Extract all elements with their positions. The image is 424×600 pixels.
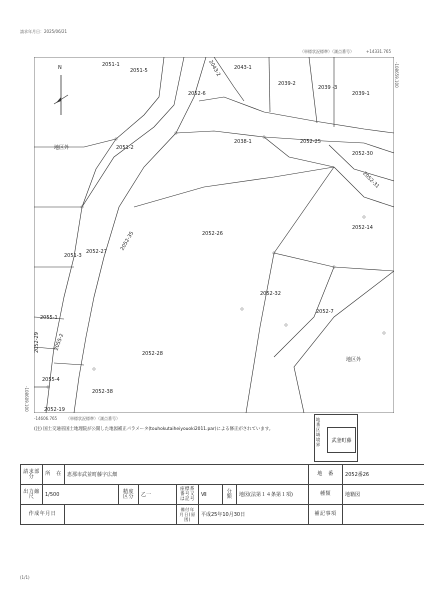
note-value — [343, 505, 424, 525]
lot-label: 2052-28 — [142, 351, 163, 357]
grid-label-bottom: （単標状況標準）（測点番号） — [66, 416, 120, 421]
lot-label: 2055-2 — [53, 332, 66, 352]
outside-area-label: 地区外 — [54, 145, 70, 151]
precision-value: 乙一 — [139, 485, 177, 505]
label-location: 所 在 — [43, 465, 65, 485]
lot-label: 2052-30 — [352, 151, 373, 157]
info-table — [20, 464, 424, 525]
cadastral-map — [34, 57, 394, 413]
lot-value: 2052番26 — [343, 465, 424, 485]
table-row — [21, 485, 424, 505]
recorded-value: 平成25年10月30日 — [199, 505, 309, 525]
district-boundary-box — [314, 414, 358, 462]
coord-top-right: +14331.765 — [366, 49, 391, 54]
label-scale: 出力縮尺 — [21, 485, 43, 505]
lot-label: 2052-25 — [300, 139, 321, 145]
district-name: 武釜町藤 — [327, 427, 356, 453]
label-note: 補記事項 — [309, 505, 343, 525]
coord-bottom-left: -14606.765 — [34, 416, 58, 421]
lot-label: 2052-14 — [352, 225, 373, 231]
lot-label: 2051-5 — [130, 68, 148, 74]
footnote: (注) 国土交通省国土地理院が公開した地図補正パラメータ(touhokutaiheiyouoki2011.par)による修正がされています。 — [34, 427, 274, 432]
lot-label: 2052-26 — [202, 231, 223, 237]
type-value: 地籍図 — [343, 485, 424, 505]
grid-label-top: （単標状況標準）（測点番号） — [300, 49, 354, 54]
lot-label: 2052-29 — [34, 332, 40, 353]
lot-label: 2055-1 — [40, 315, 58, 321]
outside-area-label: 地区外 — [346, 357, 362, 363]
label-lot: 地 番 — [309, 465, 343, 485]
label-recorded: 備付年月日(原図) — [177, 505, 199, 525]
lot-label: 2052-19 — [44, 407, 65, 413]
lot-label: 2043-1 — [234, 65, 252, 71]
label-category: 分類 — [223, 485, 237, 505]
north-arrow-icon — [54, 65, 68, 115]
lot-label: 2052-6 — [188, 91, 206, 97]
lot-label: 2051-3 — [64, 253, 82, 259]
table-row — [21, 505, 424, 525]
label-type: 種類 — [309, 485, 343, 505]
label-coord-system: 座標系番号又は記号 — [177, 485, 199, 505]
location-value: 恵那市武並町藤字広畑 — [65, 465, 309, 485]
coord-left-vertical: -108609.100 — [24, 386, 29, 412]
lot-label: 2051-1 — [102, 62, 120, 68]
scale-value: 1/500 — [43, 485, 119, 505]
north-label: N — [58, 65, 62, 71]
district-boundary-label: 地番区域境界 — [316, 417, 321, 447]
print-date: 請求年月日：2025/06/21 — [20, 29, 68, 34]
lot-label: 2039-1 — [352, 91, 370, 97]
lot-label: 2052-38 — [92, 389, 113, 395]
lot-label: 2055-4 — [42, 377, 60, 383]
lot-label: 2039 -3 — [318, 85, 338, 91]
category-value: 地図(法第１４条第１項) — [237, 485, 309, 505]
label-created: 作成年月日 — [21, 505, 65, 525]
lot-label: 2052-7 — [316, 309, 334, 315]
coord-system-value: Ⅶ — [199, 485, 223, 505]
lot-label: 2051-2 — [116, 145, 134, 151]
label-precision: 精度区分 — [119, 485, 139, 505]
lot-label: 2052-35 — [119, 230, 136, 252]
page-number: (1/1) — [20, 575, 30, 580]
created-value — [65, 505, 177, 525]
table-row — [21, 465, 424, 485]
lot-label: 2052-27 — [86, 249, 107, 255]
label-request: 請求部分 — [21, 465, 43, 485]
lot-label: 2043-2 — [207, 59, 222, 78]
lot-label: 2038-1 — [234, 139, 252, 145]
lot-label: 2052-32 — [260, 291, 281, 297]
lot-label: 2039-2 — [278, 81, 296, 87]
lot-label: 2052-31 — [361, 170, 381, 190]
coord-right-vertical: -108659.100 — [394, 62, 399, 88]
